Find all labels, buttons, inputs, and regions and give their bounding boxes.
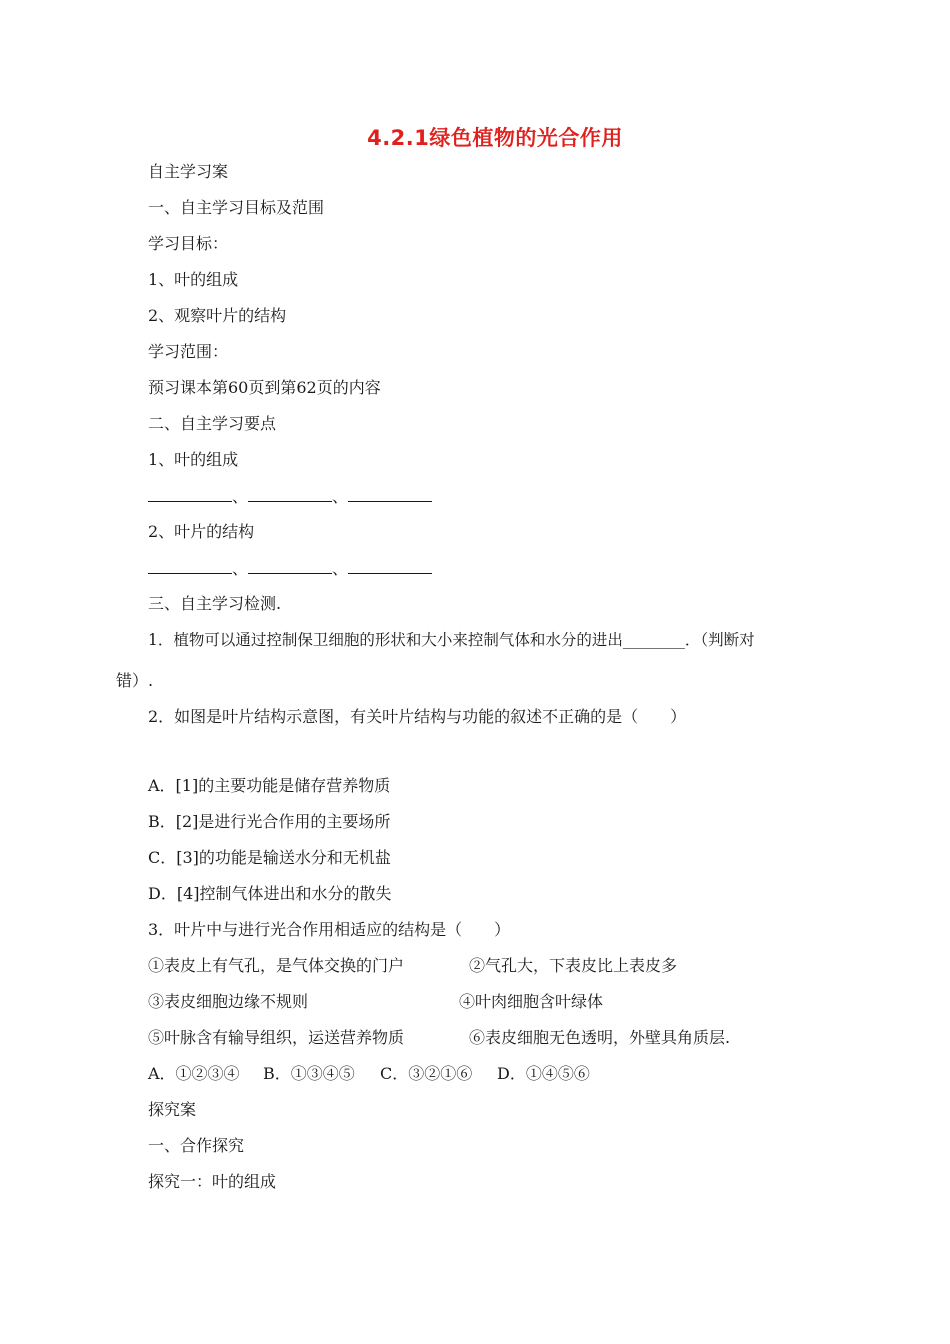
question-3-choice-a: A．①②③④	[148, 1064, 240, 1083]
section-2-heading: 二、自主学习要点	[148, 414, 277, 433]
fill-blank[interactable]	[148, 487, 232, 502]
explore-section-1-heading: 一、合作探究	[148, 1136, 245, 1155]
explore-topic-1: 探究一：叶的组成	[148, 1172, 277, 1191]
point-item-2: 2、叶片的结构	[148, 522, 255, 541]
question-3-item-1: ①表皮上有气孔，是气体交换的门户	[148, 956, 405, 975]
fill-blank-row-2	[148, 558, 432, 580]
scope-text: 预习课本第60页到第62页的内容	[148, 378, 381, 397]
blank-separator: 、	[232, 487, 249, 506]
blank-separator: 、	[332, 559, 349, 578]
question-3-item-5: ⑤叶脉含有输导组织，运送营养物质	[148, 1028, 405, 1047]
fill-blank[interactable]	[248, 559, 332, 574]
goals-label: 学习目标：	[148, 234, 229, 253]
self-study-heading: 自主学习案	[148, 162, 229, 181]
explore-heading: 探究案	[148, 1100, 197, 1119]
point-item-1: 1、叶的组成	[148, 450, 239, 469]
question-3-item-6: ⑥表皮细胞无色透明，外壁具角质层.	[469, 1028, 731, 1047]
page-title: 4.2.1绿色植物的光合作用	[367, 126, 623, 150]
fill-blank[interactable]	[148, 559, 232, 574]
fill-blank-row-1	[148, 486, 432, 508]
section-1-heading: 一、自主学习目标及范围	[148, 198, 325, 217]
question-2-option-d: D．[4]控制气体进出和水分的散失	[148, 884, 392, 903]
question-3-item-3: ③表皮细胞边缘不规则	[148, 992, 309, 1011]
question-3-choice-c: C．③②①⑥	[380, 1064, 473, 1083]
question-1-line-1: 1．植物可以通过控制保卫细胞的形状和大小来控制气体和水分的进出________．（判断对	[148, 631, 755, 649]
goal-item-1: 1、叶的组成	[148, 270, 239, 289]
blank-separator: 、	[232, 559, 249, 578]
fill-blank[interactable]	[248, 487, 332, 502]
question-2-option-c: C．[3]的功能是输送水分和无机盐	[148, 848, 391, 867]
question-3-stem: 3．叶片中与进行光合作用相适应的结构是（ ）	[148, 920, 511, 939]
question-2-option-b: B．[2]是进行光合作用的主要场所	[148, 812, 391, 831]
question-2-stem: 2．如图是叶片结构示意图，有关叶片结构与功能的叙述不正确的是（ ）	[148, 707, 687, 726]
question-2-option-a: A．[1]的主要功能是储存营养物质	[148, 776, 391, 795]
question-3-choice-d: D．①④⑤⑥	[497, 1064, 590, 1083]
goal-item-2: 2、观察叶片的结构	[148, 306, 287, 325]
fill-blank[interactable]	[348, 559, 432, 574]
question-3-item-4: ④叶肉细胞含叶绿体	[459, 992, 604, 1011]
scope-label: 学习范围：	[148, 342, 229, 361]
section-3-heading: 三、自主学习检测.	[148, 594, 282, 613]
question-3-choice-b: B．①③④⑤	[263, 1064, 355, 1083]
question-1-line-2: 错）.	[116, 671, 154, 690]
question-3-item-2: ②气孔大，下表皮比上表皮多	[469, 956, 678, 975]
blank-separator: 、	[332, 487, 349, 506]
fill-blank[interactable]	[348, 487, 432, 502]
